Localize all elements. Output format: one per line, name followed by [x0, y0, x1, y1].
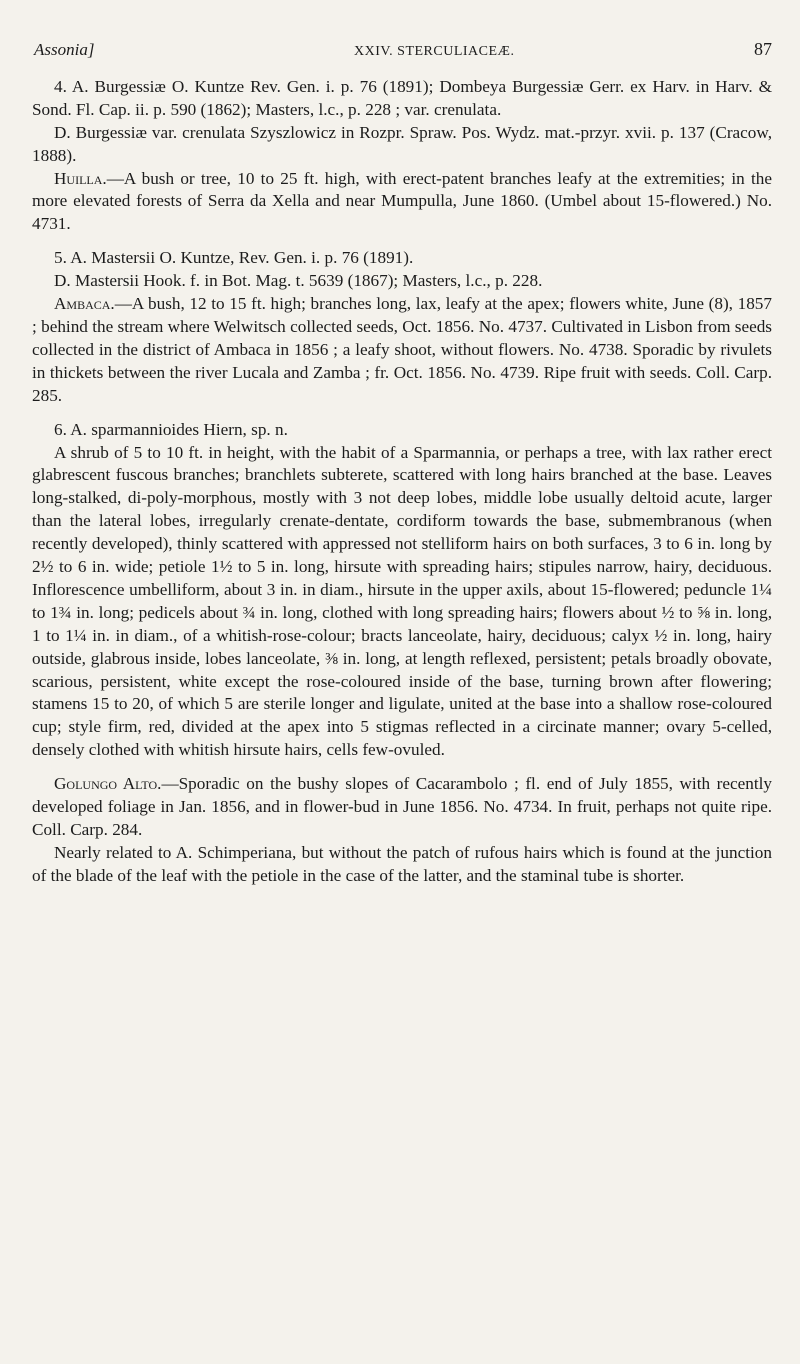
locality-paragraph — [32, 773, 772, 842]
synonym-citation: D. Burgessiæ var. crenulata Szyszlowicz in Rozpr. Spraw. Pos. Wydz. mat.-przyr. xvii. p. 137 (Cracow, 1888). — [32, 122, 772, 165]
locality-name: Golungo Alto. — [54, 774, 162, 794]
locality-text: —A bush, 12 to 15 ft. high; branches long, lax, leafy at the apex; flowers white, June (8), 1857 ; behind the stream where Welwitsch collected seeds, Oct. 1856. No. 4737. Cultivated in Lisbon from seeds collected in the district of Ambaca in 1856 ; a leafy shoot, without flowers. No. 4738. Sporadic by rivulets in thickets between the river Lucala and Zamba ; fr. Oct. 1856. No. 4739. Ripe fruit with seeds. Coll. Carp. 285. — [32, 294, 772, 405]
running-header — [32, 38, 772, 64]
affinity-note: Nearly related to A. Schimperiana, but without the patch of rufous hairs which is found at the junction of the blade of the leaf with the petiole in the case of the latter, and the staminal tube is shorter. — [32, 842, 772, 885]
entry-burgessiae — [32, 76, 772, 236]
species-citation: 4. A. Burgessiæ O. Kuntze Rev. Gen. i. p. 76 (1891); Dombeya Burgessiæ Gerr. ex Harv. in Harv. & Sond. Fl. Cap. ii. p. 590 (1862); Masters, l.c., p. 228 ; var. crenulata. — [32, 76, 772, 119]
locality-paragraph — [32, 293, 772, 408]
locality-text: —Sporadic on the bushy slopes of Cacarambolo ; fl. end of July 1855, with recently developed foliage in Jan. 1856, and in flower-bud in June 1856. No. 4734. In fruit, perhaps not quite ripe. Coll. Carp. 284. — [32, 774, 772, 839]
header-genus: Assonia] — [34, 40, 95, 59]
species-description: A shrub of 5 to 10 ft. in height, with the habit of a Sparmannia, or perhaps a tree, with lax rather erect glabrescent fuscous branches; branchlets subterete, scattered with long hairs branched at the base. Leaves long-stalked, di-poly-morphous, mostly with 3 not deep lobes, middle lobe usually deltoid acute, larger than the lateral lobes, irregularly crenate-dentate, cordiform towards the base, submembranous (when recently developed), thinly scattered with appressed not stelliform hairs on both surfaces, 3 to 6 in. long by 2½ to 6 in. wide; petiole 1½ to 5 in. long, hirsute with spreading hairs; stipules narrow, hairy, deciduous. Inflorescence umbelliform, about 3 in. in diam., hirsute in the upper axils, about 15-flowered; peduncle 1¼ to 1¾ in. long; pedicels about ¾ in. long, clothed with long spreading hairs; flowers about ½ to ⅝ in. long, 1 to 1¼ in. in diam., of a whitish-rose-colour; bracts lanceolate, hairy, deciduous; calyx ½ in. long, hairy outside, glabrous inside, lobes lanceolate, ⅜ in. long, at length reflexed, persistent; petals broadly obovate, scarious, persistent, white except the rose-coloured inside of the base, turning brown after flowering; stamens 15 to 20, of which 5 are sterile longer and ligulate, united at the base into a shallow rose-coloured cup; style firm, red, divided at the apex into 5 stigmas reflected in a circinate manner; ovary 5-celled, densely clothed with whitish hirsute hairs, cells few-ovuled. — [32, 442, 772, 760]
page-number: 87 — [754, 39, 772, 59]
synonym-citation: D. Mastersii Hook. f. in Bot. Mag. t. 5639 (1867); Masters, l.c., p. 228. — [54, 271, 543, 291]
entry-sparmannioides — [32, 419, 772, 888]
locality-name: Ambaca. — [54, 294, 115, 314]
entry-mastersii — [32, 247, 772, 407]
species-citation: 5. A. Mastersii O. Kuntze, Rev. Gen. i. p. 76 (1891). — [54, 248, 414, 268]
locality-paragraph — [32, 168, 772, 237]
locality-name: Huilla. — [54, 168, 107, 188]
species-citation: 6. A. sparmannioides Hiern, sp. n. — [54, 419, 288, 439]
header-section: XXIV. STERCULIACEÆ. — [353, 44, 515, 59]
locality-text: —A bush or tree, 10 to 25 ft. high, with erect-patent branches leafy at the extremities; in the more elevated forests of Serra da Xella and near Mumpulla, June 1860. (Umbel about 15-flowered.) No. 4731. — [32, 168, 772, 234]
page — [32, 38, 772, 888]
